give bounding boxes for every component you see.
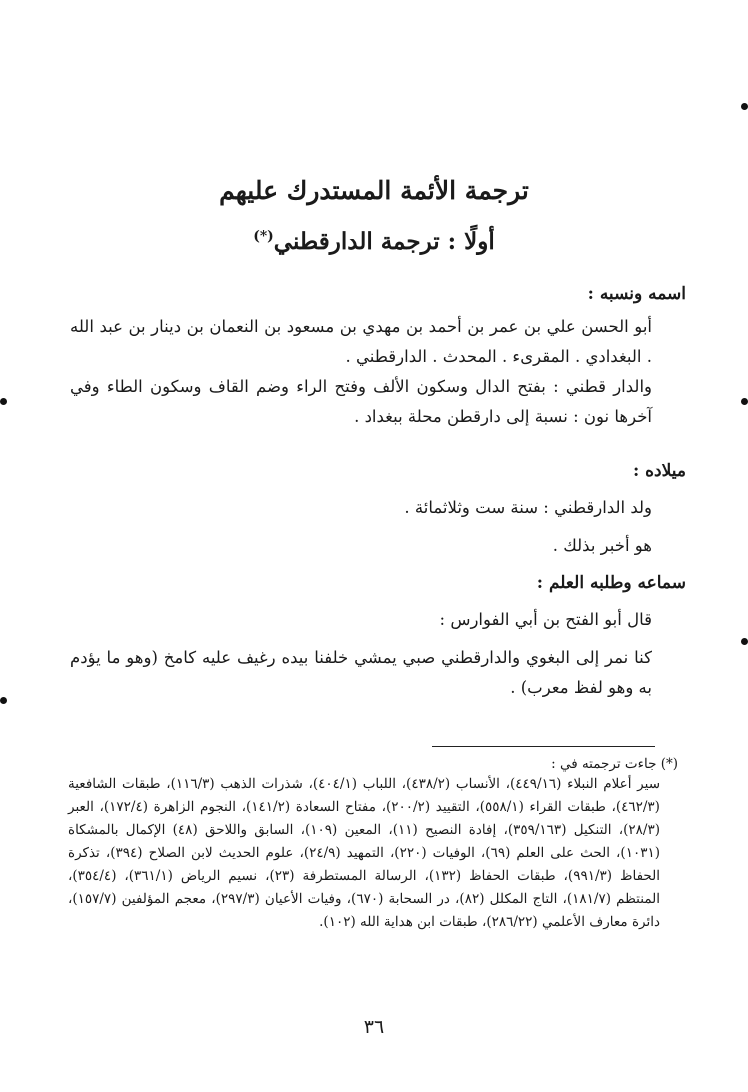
- footnote-divider: [432, 746, 655, 747]
- quote-text: كنا نمر إلى البغوي والدارقطني صبي يمشي خلفنا بيده رغيف عليه كامخ (وهو ما يؤدم به وهو لفظ معرب) .: [70, 648, 652, 697]
- section-title: [0, 228, 748, 255]
- scan-edge-mark: [741, 103, 748, 110]
- scan-edge-mark: [741, 638, 748, 645]
- scan-edge-mark: [0, 398, 7, 405]
- paragraph-birth: [70, 493, 686, 561]
- page-number: ٣٦: [363, 1016, 385, 1038]
- footnote-text: [68, 773, 682, 934]
- narrator-text: قال أبو الفتح بن أبي الفوارس :: [439, 610, 652, 629]
- full-name-text: أبو الحسن علي بن عمر بن أحمد بن مهدي بن مسعود بن النعمان بن دينار بن عبد الله . البغدادي . المقرىء . المحدث . الدارقطني .: [70, 317, 652, 366]
- heading-name-lineage: اسمه ونسبه :: [587, 284, 686, 304]
- birth-source-text: هو أخبر بذلك .: [552, 536, 652, 555]
- paragraph-name-lineage: [70, 312, 686, 432]
- section-title-text: أولًا : ترجمة الدارقطني: [273, 228, 495, 255]
- footnote-label: (*) جاءت ترجمته في :: [551, 756, 678, 772]
- heading-study: سماعه وطلبه العلم :: [536, 573, 686, 593]
- nisba-text: والدار قطني : بفتح الدال وسكون الألف وفتح الراء وضم القاف وسكون الطاء وفي آخرها نون : نسبة إلى دارقطن محلة ببغداد .: [70, 377, 652, 426]
- scan-edge-mark: [741, 398, 748, 405]
- heading-birth: ميلاده :: [632, 461, 686, 481]
- paragraph-study: [70, 605, 686, 703]
- scan-edge-mark: [0, 697, 7, 704]
- footnote-sources: سير أعلام النبلاء (٤٤٩/١٦)، الأنساب (٤٣٨/٢)، اللباب (٤٠٤/١)، شذرات الذهب (١١٦/٣)، طبقات الشافعية (٤٦٢/٣)، طبقات القراء (٥٥٨/١)، التقييد (٢٠٠/٢)، مفتاح السعادة (١٤١/٢)، النجوم الزاهرة (١٧٢/٤)، العبر (٢٨/٣)، التنكيل (٣٥٩/١٦٣)، إفادة النصيح (١١)، المعين (١٠٩)، السابق واللاحق (٤٨) الإكمال بالمشكاة (١٠٣١)، الحث على العلم (٦٩)، الوفيات (٢٢٠)، التمهيد (٢٤/٩)، علوم الحديث لابن الصلاح (٣٩٤)، تذكرة الحفاظ (٩٩١/٣)، طبقات الحفاظ (١٣٢)، الرسالة المستطرفة (٢٣)، نسيم الرياض (٣٦١/١)، (٣٥٤/٤)، المنتظم (١٨١/٧)، التاج المكلل (٨٢)، در السحابة (٦٧٠)، وفيات الأعيان (٢٩٧/٣)، معجم المؤلفين (١٥٧/٧)، دائرة معارف الأعلمي (٢٨٦/٢٢)، طبقات ابن هداية الله (١٠٢).: [68, 776, 661, 930]
- footnote-reference: (*): [253, 228, 274, 245]
- birth-year-text: ولد الدارقطني : سنة ست وثلاثمائة .: [404, 498, 652, 517]
- page-title: ترجمة الأئمة المستدرك عليهم: [219, 176, 529, 205]
